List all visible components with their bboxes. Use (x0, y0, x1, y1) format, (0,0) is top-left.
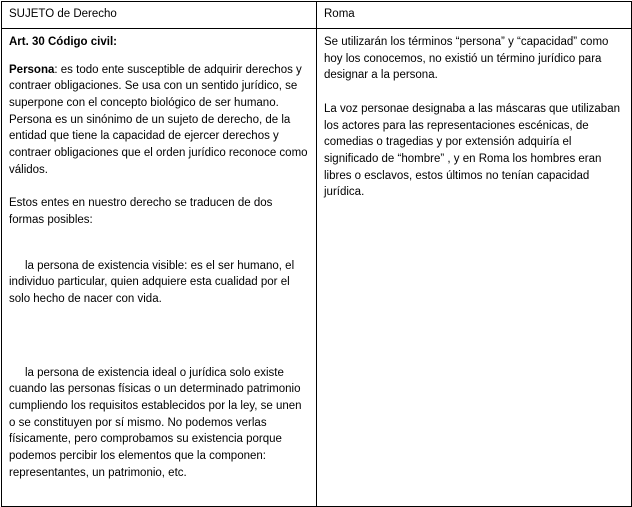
persona-definition-text: : es todo ente susceptible de adquirir derechos y contraer obligaciones. Se usa con un sentido jurídico, se superpone con el concepto biológico de ser humano. Persona es un sinónimo de un sujeto de derecho, de la entidad que tiene la capacidad de ejercer derechos y contraer obligaciones que el orden jurídico reconoce como válidos. (9, 63, 308, 176)
persona-term-label: Persona (9, 63, 55, 76)
table-header-row (2, 2, 632, 29)
roma-terminos-paragraph: Se utilizarán los términos “persona” y “capacidad” como hoy los conocemos, no existió un término jurídico para designar a la persona. (324, 35, 609, 82)
table-body-row (2, 28, 632, 506)
table-header-cell-roma (317, 2, 632, 29)
two-forms-intro-paragraph: Estos entes en nuestro derecho se traducen de dos formas posibles: (9, 197, 273, 226)
table-header-cell-sujeto (2, 2, 317, 29)
existencia-ideal-paragraph: la persona de existencia ideal o jurídica solo existe cuando las personas físicas o un determinado patrimonio cumpliendo los requisitos establecidos por la ley, se unen o se constituyen por sí mismo. No podemos verlas físicamente, pero comprobamos su existencia porque podemos percibir los elementos que la componen: representantes, un patrimonio, etc. (9, 366, 302, 479)
column-header-sujeto-de-derecho: SUJETO de Derecho (9, 8, 117, 20)
persona-definition-paragraph (9, 62, 309, 179)
table-cell-sujeto-de-derecho (2, 28, 317, 506)
spacer-2 (9, 240, 309, 258)
existencia-visible-paragraph: la persona de existencia visible: es el ser humano, el individuo particular, quien adquiere esta cualidad por el solo hecho de nacer con vida. (9, 259, 295, 305)
concept-comparison-table (1, 1, 632, 507)
roma-personae-paragraph: La voz personae designaba a las máscaras que utilizaban los actores para las representaciones escénicas, de comedias o tragedias y por extensión adquiría el significado de “hombre” , y en Roma los hombres eran libres o esclavos, estos últimos no tenían capacidad jurídica. (324, 102, 620, 199)
spacer-3 (9, 319, 309, 365)
table-cell-roma (317, 28, 632, 506)
article-title: Art. 30 Código civil: (9, 35, 117, 48)
column-header-roma: Roma (324, 8, 355, 20)
